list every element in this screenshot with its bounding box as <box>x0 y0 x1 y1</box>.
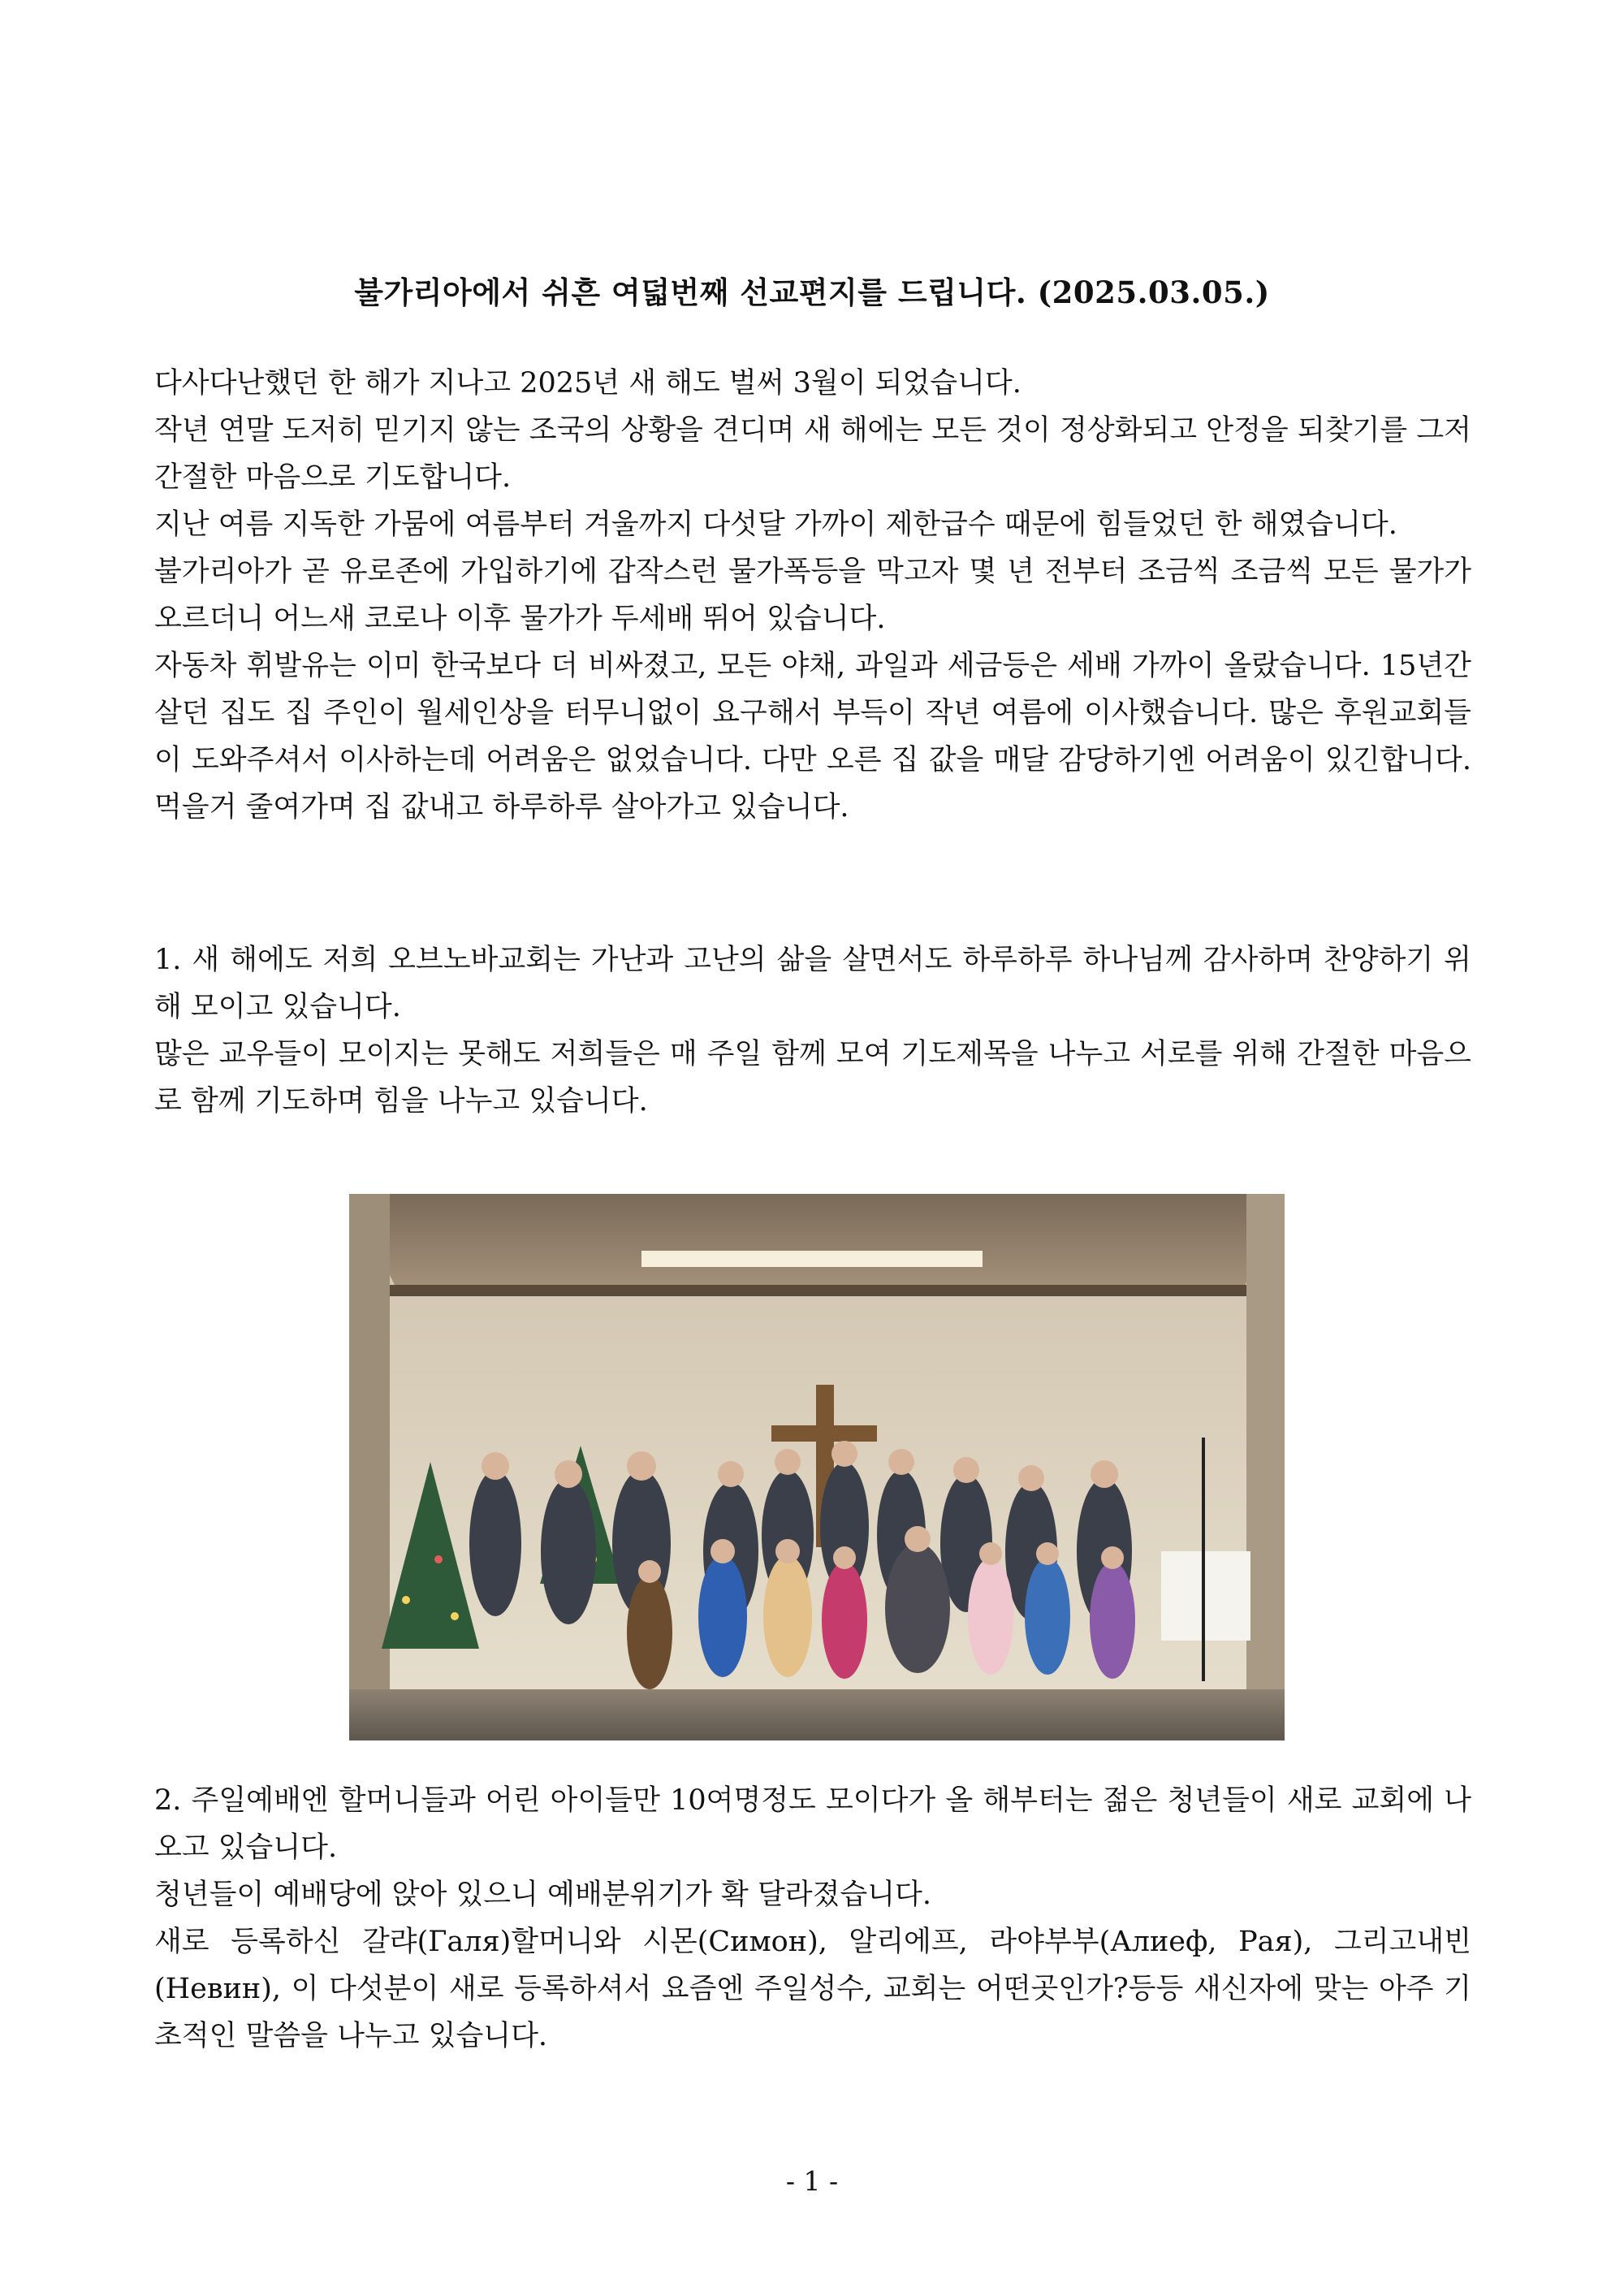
paragraph: 다사다난했던 한 해가 지나고 2025년 새 해도 벌써 3월이 되었습니다. <box>154 367 1021 400</box>
paragraph: 지난 여름 지독한 가뭄에 여름부터 겨울까지 다섯달 가까이 제한급수 때문에 힘들었던 한 해였습니다. <box>154 508 1397 541</box>
paragraph: 많은 교우들이 모이지는 못해도 저희들은 매 주일 함께 모여 기도제목을 나누고 서로를 위해 간절한 마음으로 함께 기도하며 힘을 나누고 있습니다. <box>154 1038 1471 1118</box>
paragraph: 불가리아가 곧 유로존에 가입하기에 갑작스런 물가폭등을 막고자 몇 년 전부터 조금씩 조금씩 모든 물가가 오르더니 어느새 코로나 이후 물가가 두세배 뛰어 있습니다. <box>154 556 1471 635</box>
section-1 <box>154 936 1471 1125</box>
paragraph: 작년 연말 도저히 믿기지 않는 조국의 상황을 견디며 새 해에는 모든 것이 정상화되고 안정을 되찾기를 그저 간절한 마음으로 기도합니다. <box>154 414 1471 494</box>
paragraph: 2. 주일예배엔 할머니들과 어린 아이들만 10여명정도 모이다가 올 해부터는 젊은 청년들이 새로 교회에 나오고 있습니다. <box>154 1784 1471 1864</box>
paragraph: 청년들이 예배당에 앉아 있으니 예배분위기가 확 달라졌습니다. <box>154 1879 931 1911</box>
section-2 <box>154 1777 1471 2060</box>
intro-section <box>154 360 1471 831</box>
page-number: - 1 - <box>785 2165 839 2197</box>
church-group-photo <box>349 1194 1285 1740</box>
paragraph: 새로 등록하신 갈랴(Галя)할머니와 시몬(Симон), 알리에프, 라야부부(Алиеф, Рая), 그리고내빈(Невин), 이 다섯분이 새로 등록하셔서 요즘엔 주일성수, 교회는 어떤곳인가?등등 새신자에 맞는 아주 기초적인 말씀을 나누고 있습니다. <box>154 1926 1471 2052</box>
letter-title: 불가리아에서 쉬흔 여덟번째 선교편지를 드립니다. (2025.03.05.) <box>354 275 1270 310</box>
paragraph: 1. 새 해에도 저희 오브노바교회는 가난과 고난의 삶을 살면서도 하루하루 하나님께 감사하며 찬양하기 위해 모이고 있습니다. <box>154 944 1471 1023</box>
paragraph: 자동차 휘발유는 이미 한국보다 더 비싸졌고, 모든 야채, 과일과 세금등은 세배 가까이 올랐습니다. 15년간 살던 집도 집 주인이 월세인상을 터무니없이 요구해서 부득이 작년 여름에 이사했습니다. 많은 후원교회들이 도와주셔서 이사하는데 어려움은 없었습니다. 다만 오른 집 값을 매달 감당하기엔 어려움이 있긴합니다. 먹을거 줄여가며 집 값내고 하루하루 살아가고 있습니다. <box>154 650 1471 824</box>
photo-illustration <box>349 1194 1285 1740</box>
